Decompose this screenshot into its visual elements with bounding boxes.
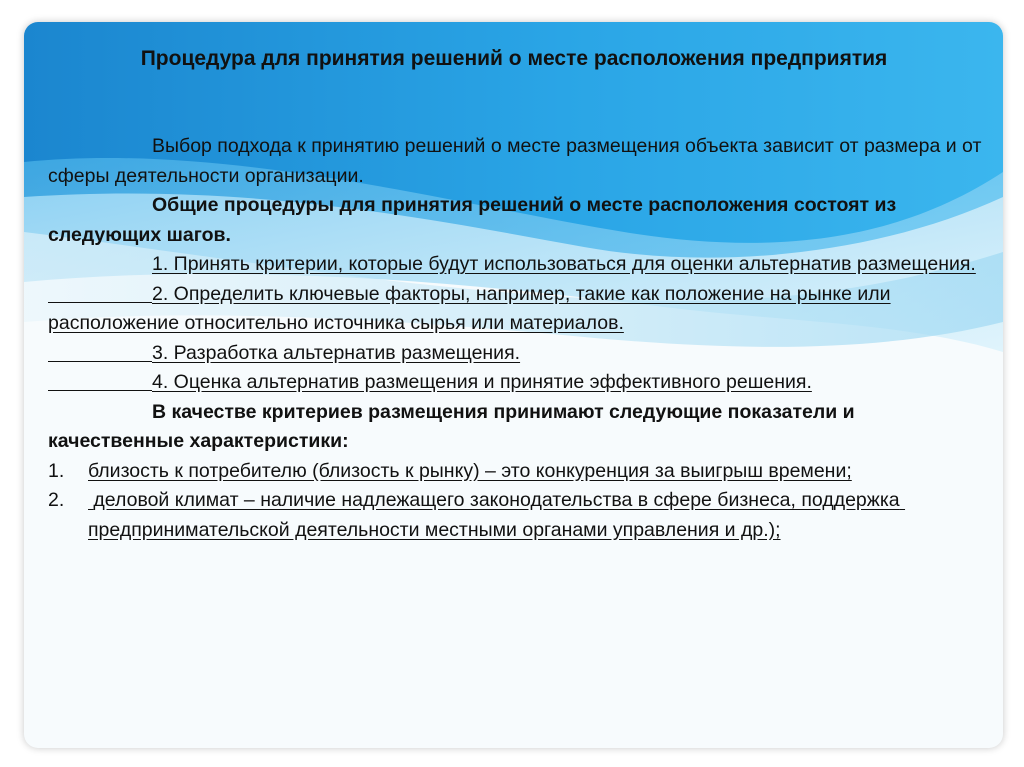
step-2-text: 2. Определить ключевые факторы, например, такие как положение на рынке или расположение относительно источника сырья или материалов.	[48, 282, 891, 334]
step-1-text: 1. Принять критерии, которые будут использоваться для оценки альтернатив размещения.	[152, 253, 976, 275]
step-2	[48, 280, 993, 339]
intro-paragraph: Выбор подхода к принятию решений о месте размещения объекта зависит от размера и от сферы деятельности организации.	[48, 135, 982, 187]
step-underline-gap	[48, 370, 152, 391]
step-underline-gap	[48, 341, 152, 362]
procedures-heading: Общие процедуры для принятия решений о месте расположения состоят из следующих шагов.	[48, 194, 897, 246]
criteria-item-number: 2.	[48, 489, 65, 511]
criteria-item-text: близость к потребителю (близость к рынку) – это конкуренция за выигрыш времени;	[88, 459, 852, 482]
criteria-heading: В качестве критериев размещения принимают следующие показатели и качественные характеристики:	[48, 400, 855, 452]
step-1	[48, 250, 993, 280]
criteria-item	[48, 457, 993, 487]
step-indent	[48, 253, 152, 273]
criteria-item	[48, 486, 993, 545]
step-underline-gap	[48, 282, 152, 303]
slide-body	[48, 132, 993, 545]
slide-title: Процедура для принятия решений о месте расположения предприятия	[140, 47, 888, 70]
step-3	[48, 339, 993, 369]
criteria-item-text: деловой климат – наличие надлежащего законодательства в сфере бизнеса, поддержка предпринимательской деятельности местными органами управления и др.);	[88, 489, 906, 541]
step-4-text: 4. Оценка альтернатив размещения и принятие эффективного решения.	[152, 371, 812, 393]
slide	[24, 22, 1003, 748]
step-3-text: 3. Разработка альтернатив размещения.	[152, 341, 521, 364]
criteria-item-number: 1.	[48, 459, 65, 482]
criteria-list	[48, 457, 993, 546]
step-4	[48, 368, 993, 398]
